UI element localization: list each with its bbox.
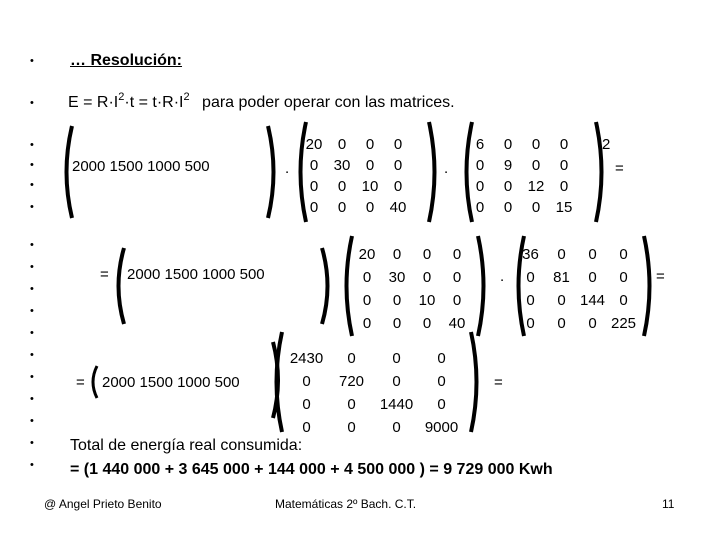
step1-matrix1-cell-r4-c4: 40 <box>389 199 407 216</box>
formula-line <box>68 91 455 113</box>
step2-matrix1-cell-r1-c1: 20 <box>358 246 376 263</box>
footer-author: @ Angel Prieto Benito <box>44 497 162 511</box>
step1-matrix1-cell-r4-c1: 0 <box>309 199 319 216</box>
step2-matrix1-cell-r4-c2: 0 <box>392 315 402 332</box>
formula-base: E = R·I <box>68 94 119 111</box>
step3-matrix-cell-r4-c1: 0 <box>302 419 311 436</box>
step1-matrix2-cell-r2-c4: 0 <box>559 157 569 174</box>
step2-matrix2-cell-r2-c1: 0 <box>526 269 535 286</box>
step1-matrix1-cell-r4-c3: 0 <box>365 199 375 216</box>
footer-course: Matemáticas 2º Bach. C.T. <box>275 497 417 511</box>
step2-matrix2-cell-r4-c1: 0 <box>526 315 535 332</box>
bullet-point: • <box>30 55 34 67</box>
step2-matrix2-cell-r2-c4: 0 <box>619 269 628 286</box>
step1-matrix1-cell-r3-c3: 10 <box>361 178 379 195</box>
step3-matrix-cell-r2-c1: 0 <box>302 373 311 390</box>
step2-matrix1-cell-r1-c3: 0 <box>422 246 432 263</box>
bullet-point: • <box>30 97 34 109</box>
step1-matrix2-cell-r1-c4: 0 <box>559 136 569 153</box>
step2-matrix2-cell-r4-c3: 0 <box>588 315 597 332</box>
step3-matrix-cell-r4-c4: 9000 <box>424 419 459 436</box>
step1-matrix1-cell-r1-c2: 0 <box>337 136 347 153</box>
step2-matrix1-cell-r1-c4: 0 <box>452 246 462 263</box>
step2-matrix2-right-paren <box>638 234 658 338</box>
step2-vector-left-paren <box>110 246 130 326</box>
formula-suffix: para poder operar con las matrices. <box>202 94 455 111</box>
bullet-point: • <box>30 239 34 251</box>
bullet-point: • <box>30 261 34 273</box>
bullet-point: • <box>30 201 34 213</box>
slide-title: … Resolución: <box>70 52 183 69</box>
step1-matrix2-cell-r4-c4: 15 <box>555 199 573 216</box>
bullet-point: • <box>30 459 34 471</box>
step3-matrix-cell-r2-c4: 0 <box>437 373 446 390</box>
formula-exponent-2: 2 <box>183 91 190 103</box>
step3-matrix-cell-r3-c2: 0 <box>347 396 356 413</box>
step3-vector-left-paren <box>86 364 102 400</box>
step1-matrix1-cell-r4-c2: 0 <box>337 199 347 216</box>
step2-equals-prefix: = <box>100 266 109 283</box>
step2-matrix1-cell-r4-c1: 0 <box>362 315 372 332</box>
step1-matrix2-cell-r4-c3: 0 <box>531 199 541 216</box>
step2-matrix1-right-paren <box>472 234 492 338</box>
step2-matrix1-cell-r2-c4: 0 <box>452 269 462 286</box>
step1-power: 2 <box>602 136 611 153</box>
step2-row-vector: 2000 1500 1000 500 <box>127 266 265 283</box>
step2-matrix2-cell-r2-c3: 0 <box>588 269 597 286</box>
step3-matrix-cell-r1-c2: 0 <box>347 350 356 367</box>
step2-matrix1-cell-r4-c3: 0 <box>422 315 432 332</box>
step1-matrix2-cell-r4-c2: 0 <box>503 199 513 216</box>
step1-matrix1-cell-r3-c1: 0 <box>309 178 319 195</box>
step1-matrix1-cell-r1-c4: 0 <box>393 136 403 153</box>
step3-matrix-cell-r1-c1: 2430 <box>289 350 324 367</box>
step2-matrix1-cell-r2-c2: 30 <box>388 269 406 286</box>
step3-matrix-cell-r2-c3: 0 <box>392 373 401 390</box>
step2-matrix2-cell-r1-c3: 0 <box>588 246 597 263</box>
step2-matrix2-cell-r3-c2: 0 <box>557 292 566 309</box>
step1-matrix1-cell-r2-c1: 0 <box>309 157 319 174</box>
bullet-point: • <box>30 437 34 449</box>
step3-matrix-cell-r3-c3: 1440 <box>379 396 414 413</box>
step1-matrix1-cell-r1-c3: 0 <box>365 136 375 153</box>
total-label: Total de energía real consumida: <box>70 437 303 454</box>
step2-matrix2-cell-r3-c1: 0 <box>526 292 535 309</box>
bullet-point: • <box>30 305 34 317</box>
step1-dot-1: . <box>285 160 290 177</box>
bullet-point: • <box>30 415 34 427</box>
step1-matrix2-cell-r2-c1: 0 <box>475 157 485 174</box>
step1-matrix2-cell-r1-c1: 6 <box>475 136 485 153</box>
step1-dot-2: . <box>444 160 449 177</box>
step1-matrix1-cell-r3-c2: 0 <box>337 178 347 195</box>
step2-matrix1-cell-r1-c2: 0 <box>392 246 402 263</box>
step3-matrix-cell-r1-c3: 0 <box>392 350 401 367</box>
total-expression: = (1 440 000 + 3 645 000 + 144 000 + 4 500 000 ) = 9 729 000 Kwh <box>70 461 553 478</box>
step1-matrix2-cell-r1-c3: 0 <box>531 136 541 153</box>
bullet-point: • <box>30 159 34 171</box>
step2-dot: . <box>500 268 505 285</box>
step3-matrix-cell-r2-c2: 720 <box>338 373 365 390</box>
step2-vector-right-paren <box>316 246 336 326</box>
step1-matrix2-cell-r3-c2: 0 <box>503 178 513 195</box>
step3-matrix-right-paren <box>465 330 485 434</box>
step3-matrix-cell-r4-c3: 0 <box>392 419 401 436</box>
step1-matrix2-cell-r3-c4: 0 <box>559 178 569 195</box>
bullet-point: • <box>30 327 34 339</box>
step1-row-vector: 2000 1500 1000 500 <box>72 158 210 175</box>
step2-matrix2-cell-r1-c2: 0 <box>557 246 566 263</box>
step1-matrix2-cell-r2-c2: 9 <box>503 157 513 174</box>
bullet-point: • <box>30 283 34 295</box>
formula-mid: ·t = t·R·I <box>124 94 184 111</box>
bullet-point: • <box>30 139 34 151</box>
step3-row-vector: 2000 1500 1000 500 <box>102 374 240 391</box>
bullet-point: • <box>30 179 34 191</box>
step2-matrix1-cell-r3-c4: 0 <box>452 292 462 309</box>
step1-matrix1-cell-r2-c4: 0 <box>393 157 403 174</box>
step1-matrix2-cell-r3-c1: 0 <box>475 178 485 195</box>
step2-matrix1-cell-r3-c2: 0 <box>392 292 402 309</box>
step2-matrix2-cell-r2-c2: 81 <box>553 269 570 286</box>
step1-matrix1-cell-r3-c4: 0 <box>393 178 403 195</box>
footer-page-number: 11 <box>662 497 675 511</box>
step1-matrix1-cell-r1-c1: 20 <box>305 136 323 153</box>
step1-vector-right-paren <box>262 124 282 220</box>
step2-matrix2-cell-r1-c1: 36 <box>522 246 539 263</box>
bullet-point: • <box>30 349 34 361</box>
step2-matrix1-cell-r2-c1: 0 <box>362 269 372 286</box>
step2-matrix1-cell-r2-c3: 0 <box>422 269 432 286</box>
step2-matrix2-cell-r4-c2: 0 <box>557 315 566 332</box>
step2-matrix2-cell-r1-c4: 0 <box>619 246 628 263</box>
step1-matrix2-cell-r1-c2: 0 <box>503 136 513 153</box>
step3-equals: = <box>494 374 503 391</box>
step3-matrix-cell-r3-c1: 0 <box>302 396 311 413</box>
step1-matrix1-cell-r2-c3: 0 <box>365 157 375 174</box>
step3-matrix-cell-r1-c4: 0 <box>437 350 446 367</box>
step2-equals: = <box>656 268 665 285</box>
formula-exponent-1: 2 <box>118 91 125 103</box>
step1-matrix2-cell-r2-c3: 0 <box>531 157 541 174</box>
step1-equals: = <box>615 160 624 177</box>
step2-matrix2-cell-r3-c4: 0 <box>619 292 628 309</box>
step2-matrix2-cell-r3-c3: 144 <box>579 292 606 309</box>
step1-matrix1-right-paren <box>423 120 443 224</box>
step1-matrix1-cell-r2-c2: 30 <box>333 157 351 174</box>
step2-matrix2-cell-r4-c4: 225 <box>610 315 637 332</box>
step1-matrix2-cell-r3-c3: 12 <box>527 178 545 195</box>
step1-matrix2-cell-r4-c1: 0 <box>475 199 485 216</box>
bullet-point: • <box>30 371 34 383</box>
bullet-point: • <box>30 393 34 405</box>
step2-matrix1-cell-r3-c1: 0 <box>362 292 372 309</box>
step3-equals-prefix: = <box>76 374 85 391</box>
step3-matrix-cell-r4-c2: 0 <box>347 419 356 436</box>
step2-matrix1-cell-r4-c4: 40 <box>448 315 466 332</box>
step3-matrix-cell-r3-c4: 0 <box>437 396 446 413</box>
step2-matrix1-cell-r3-c3: 10 <box>418 292 436 309</box>
